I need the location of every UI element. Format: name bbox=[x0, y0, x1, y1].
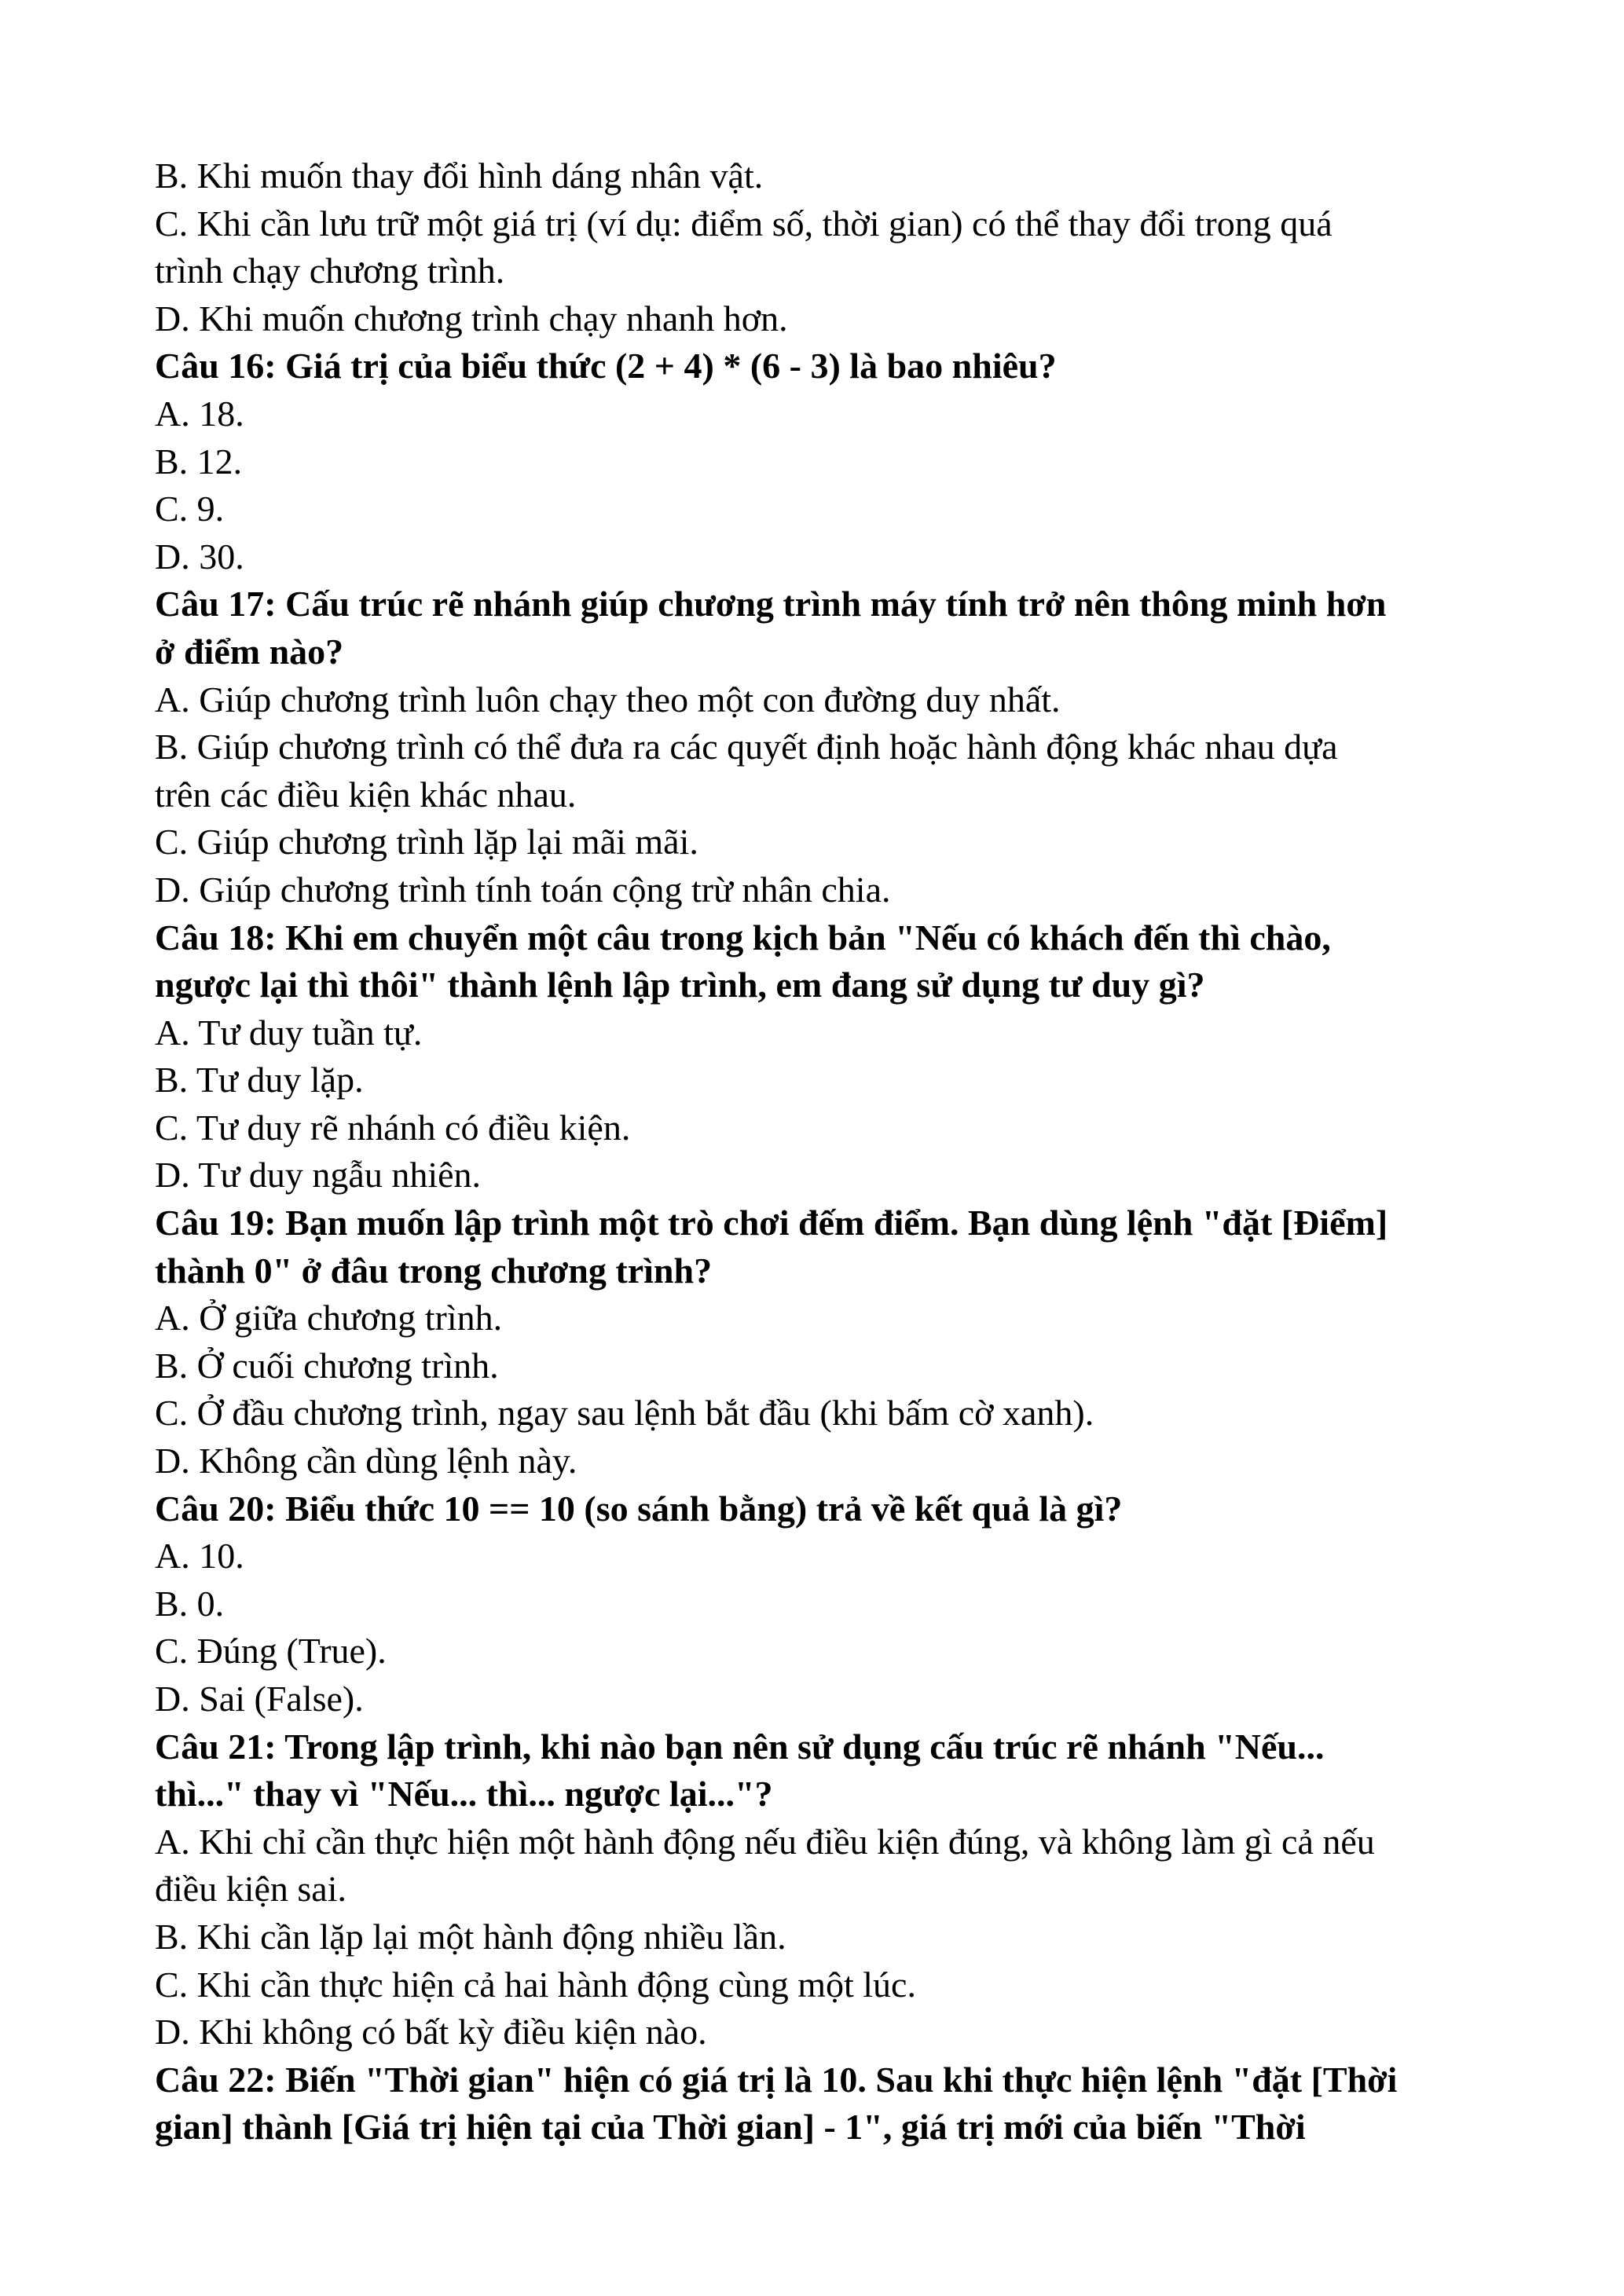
answer-line: trên các điều kiện khác nhau. bbox=[155, 774, 577, 815]
answer-line: B. Khi cần lặp lại một hành động nhiều lần. bbox=[155, 1916, 786, 1957]
answer-line: A. 18. bbox=[155, 393, 244, 434]
question-line: thì..." thay vì "Nếu... thì... ngược lại..."? bbox=[155, 1774, 773, 1814]
answer-line: D. Khi không có bất kỳ điều kiện nào. bbox=[155, 2012, 707, 2052]
question-line: Câu 19: Bạn muốn lập trình một trò chơi đếm điểm. Bạn dùng lệnh "đặt [Điểm] bbox=[155, 1203, 1388, 1243]
answer-line: D. Tư duy ngẫu nhiên. bbox=[155, 1155, 482, 1196]
question-line: ngược lại thì thôi" thành lệnh lập trình, em đang sử dụng tư duy gì? bbox=[155, 965, 1205, 1005]
question-line: Câu 17: Cấu trúc rẽ nhánh giúp chương trình máy tính trở nên thông minh hơn bbox=[155, 584, 1387, 624]
question-line: Câu 21: Trong lập trình, khi nào bạn nên sử dụng cấu trúc rẽ nhánh "Nếu... bbox=[155, 1726, 1325, 1767]
answer-line: C. 9. bbox=[155, 489, 225, 529]
answer-line: B. 0. bbox=[155, 1583, 225, 1624]
answer-line: D. Không cần dùng lệnh này. bbox=[155, 1441, 577, 1481]
answer-line: C. Giúp chương trình lặp lại mãi mãi. bbox=[155, 822, 698, 862]
answer-line: C. Ở đầu chương trình, ngay sau lệnh bắt đầu (khi bấm cờ xanh). bbox=[155, 1393, 1094, 1434]
question-line: Câu 22: Biến "Thời gian" hiện có giá trị là 10. Sau khi thực hiện lệnh "đặt [Thời bbox=[155, 2059, 1398, 2100]
answer-line: C. Tư duy rẽ nhánh có điều kiện. bbox=[155, 1107, 631, 1148]
answer-line: D. Khi muốn chương trình chạy nhanh hơn. bbox=[155, 298, 788, 339]
answer-line: D. 30. bbox=[155, 536, 244, 577]
answer-line: A. Khi chỉ cần thực hiện một hành động nếu điều kiện đúng, và không làm gì cả nếu bbox=[155, 1821, 1375, 1862]
question-line: gian] thành [Giá trị hiện tại của Thời gian] - 1", giá trị mới của biến "Thời bbox=[155, 2107, 1306, 2148]
answer-line: điều kiện sai. bbox=[155, 1869, 346, 1910]
answer-line: C. Khi cần thực hiện cả hai hành động cùng một lúc. bbox=[155, 1964, 916, 2005]
answer-line: A. Ở giữa chương trình. bbox=[155, 1298, 503, 1338]
document-page bbox=[155, 152, 1483, 2151]
answer-line: C. Đúng (True). bbox=[155, 1631, 387, 1672]
answer-line: C. Khi cần lưu trữ một giá trị (ví dụ: điểm số, thời gian) có thể thay đổi trong quá bbox=[155, 203, 1333, 244]
answer-line: A. 10. bbox=[155, 1536, 244, 1576]
answer-line: B. Ở cuối chương trình. bbox=[155, 1345, 499, 1386]
answer-line: D. Sai (False). bbox=[155, 1679, 364, 1719]
question-line: thành 0" ở đâu trong chương trình? bbox=[155, 1250, 713, 1291]
question-line: ở điểm nào? bbox=[155, 631, 344, 672]
answer-line: A. Giúp chương trình luôn chạy theo một con đường duy nhất. bbox=[155, 679, 1061, 720]
question-line: Câu 18: Khi em chuyển một câu trong kịch bản "Nếu có khách đến thì chào, bbox=[155, 917, 1331, 958]
answer-line: B. Khi muốn thay đổi hình dáng nhân vật. bbox=[155, 156, 764, 196]
answer-line: A. Tư duy tuần tự. bbox=[155, 1012, 423, 1053]
answer-line: B. Giúp chương trình có thể đưa ra các quyết định hoặc hành động khác nhau dựa bbox=[155, 727, 1338, 767]
answer-line: B. Tư duy lặp. bbox=[155, 1060, 364, 1100]
question-line: Câu 20: Biểu thức 10 == 10 (so sánh bằng) trả về kết quả là gì? bbox=[155, 1488, 1123, 1529]
answer-line: B. 12. bbox=[155, 441, 243, 482]
answer-line: D. Giúp chương trình tính toán cộng trừ nhân chia. bbox=[155, 869, 891, 910]
answer-line: trình chạy chương trình. bbox=[155, 251, 505, 291]
question-line: Câu 16: Giá trị của biểu thức (2 + 4) * (6 - 3) là bao nhiêu? bbox=[155, 346, 1057, 386]
